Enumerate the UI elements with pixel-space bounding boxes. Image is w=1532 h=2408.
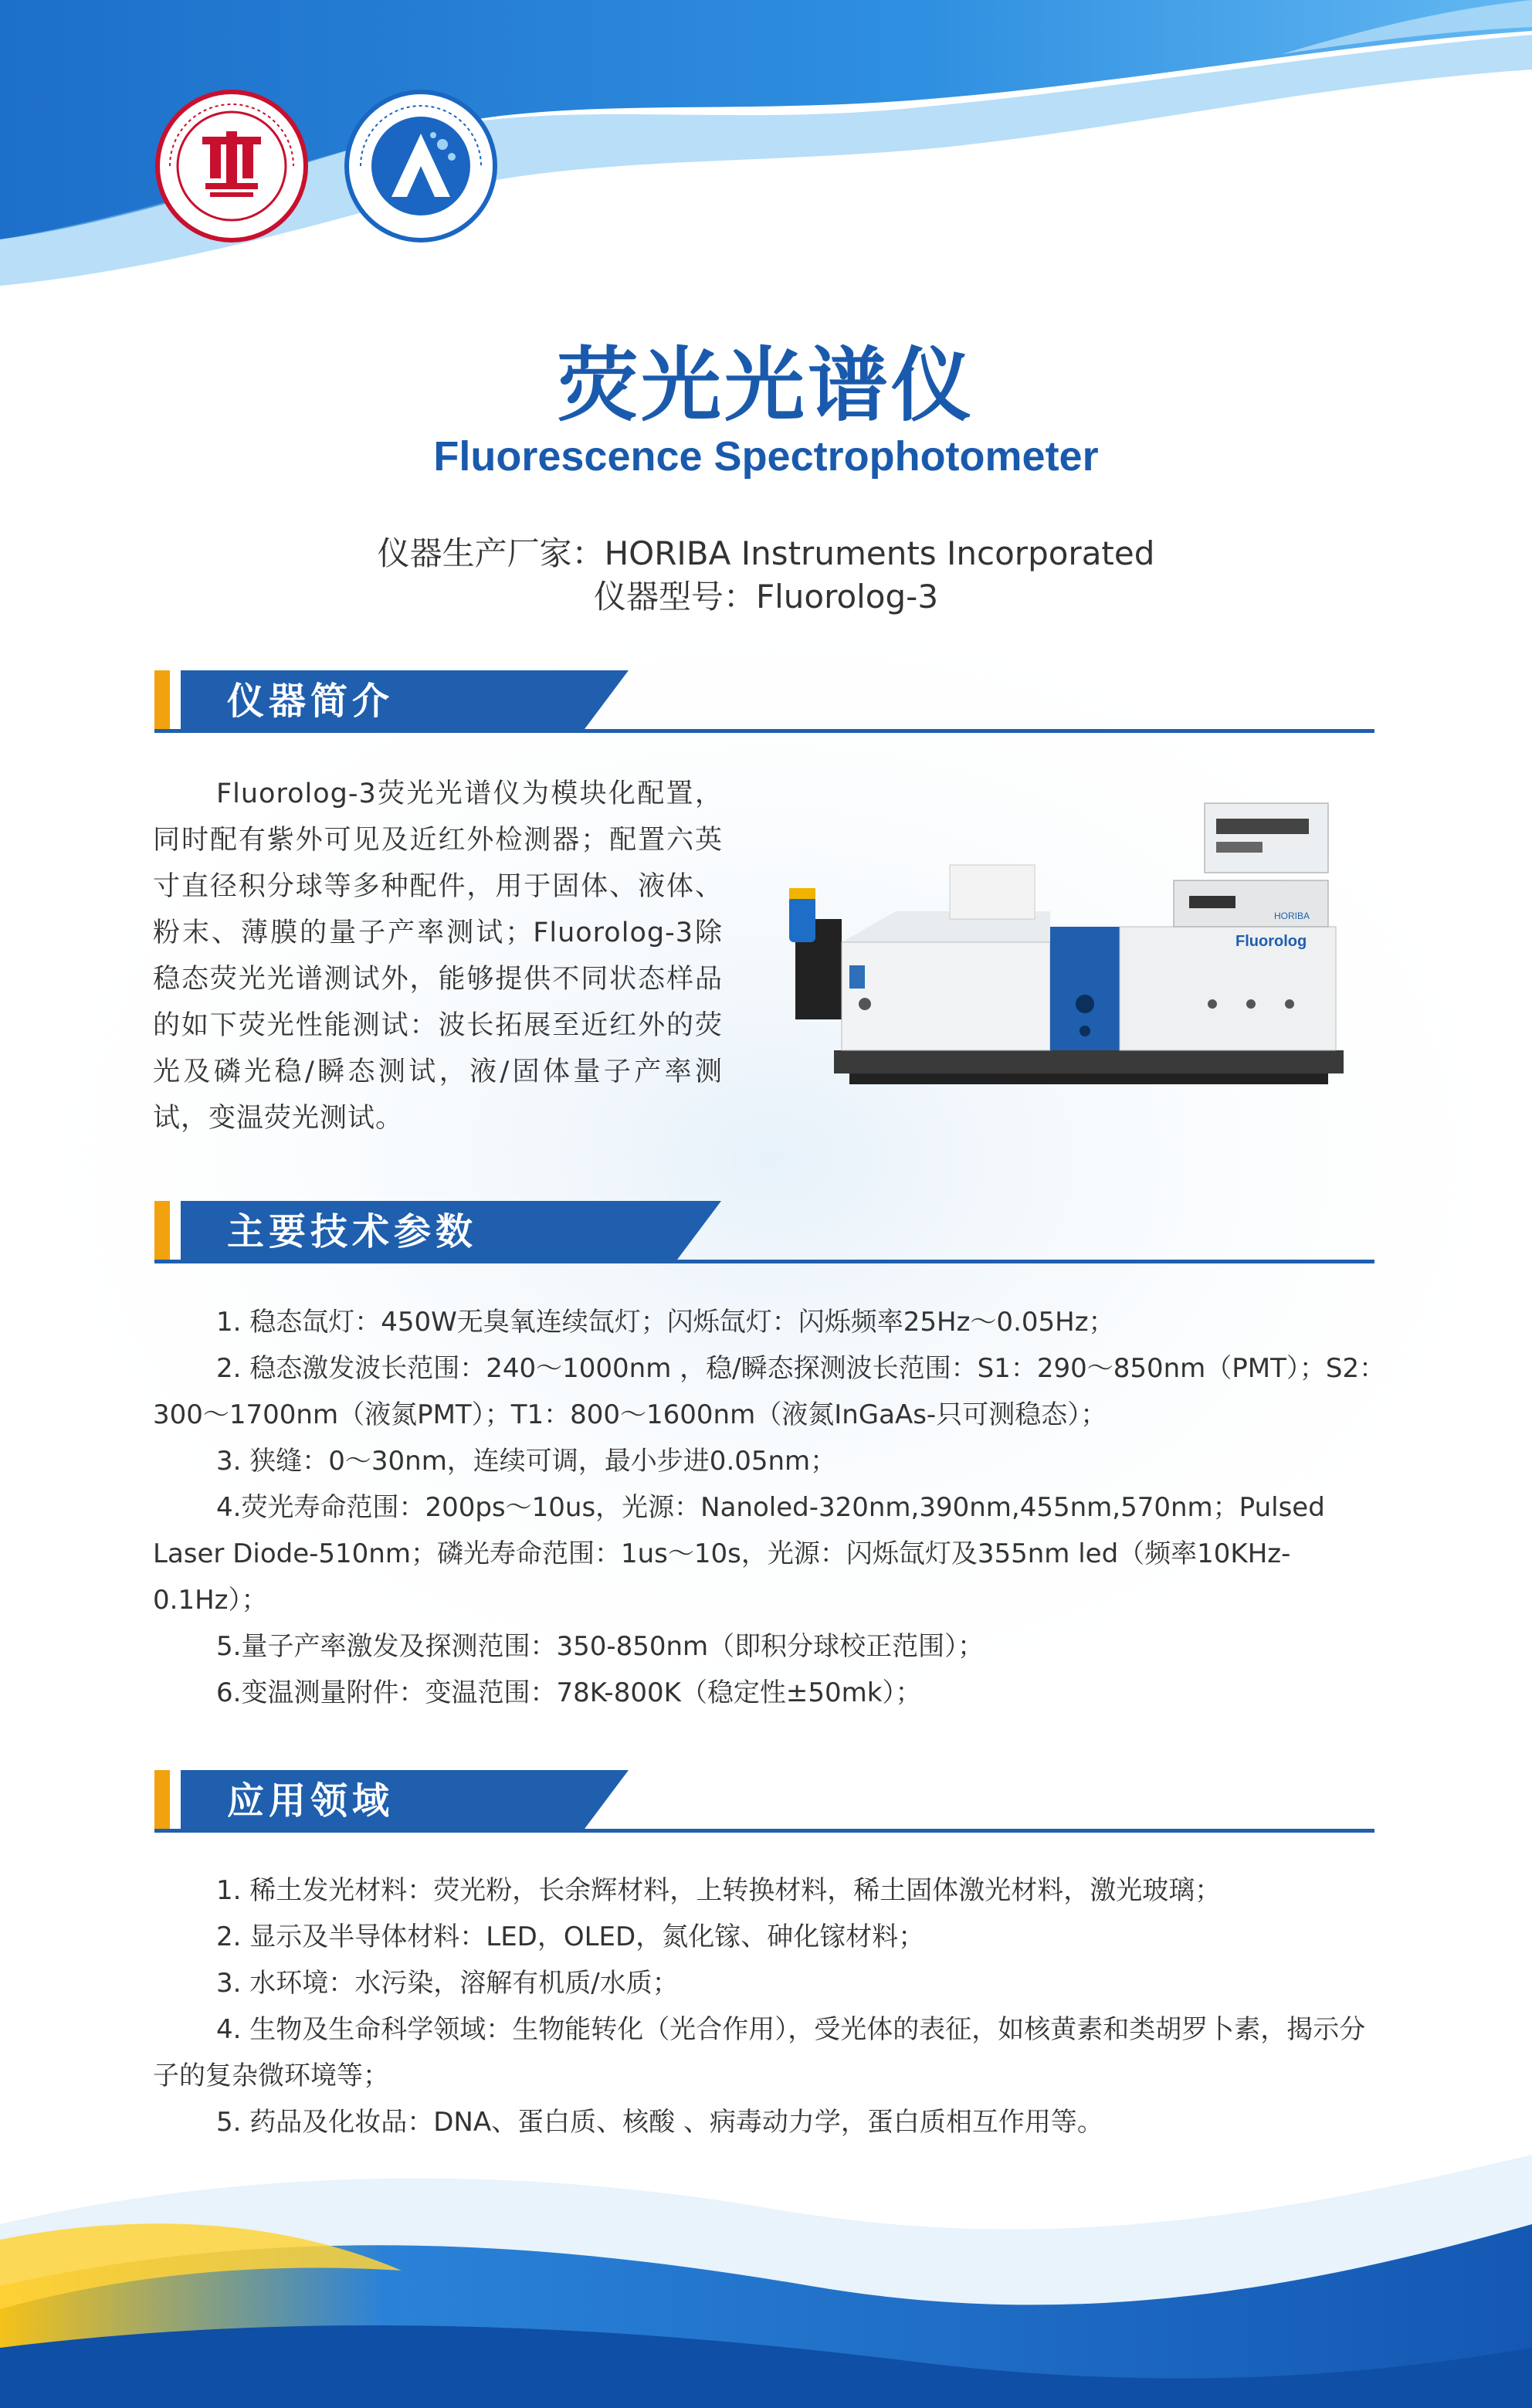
param-item: 5.量子产率激发及探测范围：350-850nm（即积分球校正范围）； bbox=[216, 1631, 985, 1662]
applications-list bbox=[153, 1867, 1388, 2145]
model-line: 仪器型号：Fluorolog-3 bbox=[593, 578, 939, 616]
section-accent-bar bbox=[154, 1201, 170, 1263]
instrument-photo bbox=[772, 772, 1359, 1097]
instrument-brand-label: Fluorolog bbox=[1235, 933, 1307, 950]
param-item: 6.变温测量附件：变温范围：78K-800K（稳定性±50mk）； bbox=[216, 1677, 922, 1708]
param-item: 4.荧光寿命范围：200ps～10us，光源：Nanoled-320nm,390nm,455nm,570nm；Pulsed Laser Diode-510nm；磷光寿命范围：1us～10s，光源：闪烁氙灯及355nm led（频率10KHz-0.1Hz）； bbox=[153, 1492, 1325, 1616]
section-divider bbox=[154, 1829, 1374, 1833]
params-list bbox=[153, 1299, 1388, 1716]
instrument-maker-label: HORIBA bbox=[1274, 911, 1310, 921]
section-divider bbox=[154, 729, 1374, 733]
university-logo bbox=[154, 89, 309, 243]
param-item: 3. 狭缝：0～30nm，连续可调，最小步进0.05nm； bbox=[216, 1446, 837, 1477]
application-item: 1. 稀土发光材料：荧光粉，长余辉材料，上转换材料，稀土固体激光材料，激光玻璃； bbox=[216, 1875, 1222, 1906]
section-accent-bar bbox=[154, 670, 170, 732]
application-item: 3. 水环境：水污染，溶解有机质/水质； bbox=[216, 1968, 679, 1999]
param-item: 1. 稳态氙灯：450W无臭氧连续氙灯；闪烁氙灯：闪烁频率25Hz～0.05Hz； bbox=[216, 1307, 1115, 1338]
section-accent-bar bbox=[154, 1770, 170, 1832]
analysis-center-logo bbox=[344, 89, 498, 243]
section-title-intro: 仪器简介 bbox=[181, 670, 582, 732]
param-item: 2. 稳态激发波长范围：240～1000nm ，稳/瞬态探测波长范围：S1：290～850nm（PMT）；S2：300～1700nm（液氮PMT）；T1：800～1600nm（液氮InGaAs-只可测稳态）； bbox=[153, 1353, 1386, 1430]
section-title-params: 主要技术参数 bbox=[181, 1201, 675, 1263]
manufacturer-line: 仪器生产厂家：HORIBA Instruments Incorporated bbox=[377, 534, 1155, 572]
application-item: 5. 药品及化妆品：DNA、蛋白质、核酸 、病毒动力学，蛋白质相互作用等。 bbox=[216, 2107, 1103, 2138]
section-divider bbox=[154, 1260, 1374, 1263]
application-item: 4. 生物及生命科学领域：生物能转化（光合作用），受光体的表征，如核黄素和类胡罗卜素，揭示分子的复杂微环境等； bbox=[153, 2014, 1366, 2091]
intro-paragraph bbox=[153, 771, 723, 1141]
section-title-apps: 应用领域 bbox=[181, 1770, 582, 1832]
page-subtitle-english: Fluorescence Spectrophotometer bbox=[433, 433, 1099, 480]
application-item: 2. 显示及半导体材料：LED，OLED，氮化镓、砷化镓材料； bbox=[216, 1921, 925, 1952]
page-title: 荧光光谱仪 bbox=[557, 338, 974, 432]
intro-text: Fluorolog-3荧光光谱仪为模块化配置，同时配有紫外可见及近红外检测器；配置六英寸直径积分球等多种配件，用于固体、液体、粉末、薄膜的量子产率测试；Fluorolog-3除稳态荧光光谱测试外，能够提供不同状态样品的如下荧光性能测试：波长拓展至近红外的荧光及磷光稳/瞬态测试，液/固体量子产率测试，变温荧光测试。 bbox=[153, 778, 723, 1134]
